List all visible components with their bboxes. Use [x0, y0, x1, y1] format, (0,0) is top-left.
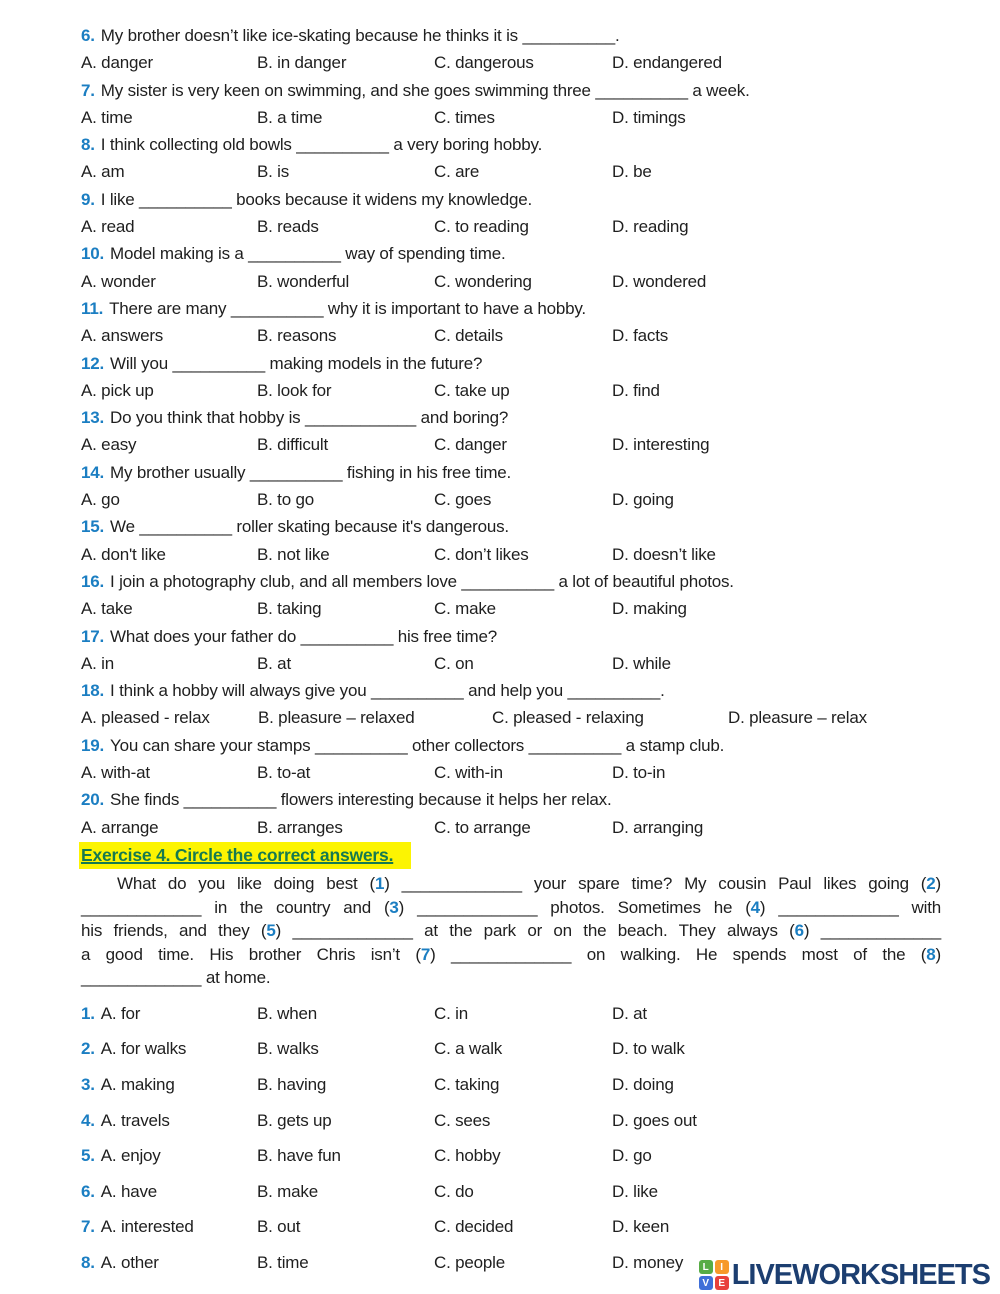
options-row [81, 486, 941, 513]
option-d[interactable]: D. endangered [612, 53, 722, 73]
option-c[interactable]: C. details [434, 326, 503, 346]
question-number: 16. [81, 571, 105, 591]
option-d[interactable]: D. while [612, 653, 671, 673]
options-row [81, 268, 941, 295]
question-text: I think a hobby will always give you __________ and help you __________. [110, 681, 665, 701]
option-d[interactable]: D. keen [612, 1217, 670, 1237]
option-d[interactable]: D. arranging [612, 817, 704, 837]
option-cell [81, 996, 257, 1032]
question-block [81, 623, 941, 678]
question-text-line [81, 404, 941, 431]
question-block [81, 404, 941, 459]
question-text: I like __________ books because it widens my knowledge. [100, 189, 533, 209]
item-number: 1. [81, 1003, 95, 1023]
option-c[interactable]: C. with-in [434, 763, 503, 783]
option-c[interactable]: C. decided [434, 1217, 514, 1237]
option-d[interactable]: D. doing [612, 1075, 674, 1095]
option-c[interactable]: C. goes [434, 490, 492, 510]
question-block [81, 732, 941, 787]
options-row [81, 322, 941, 349]
logo-tile-l: L [699, 1260, 713, 1274]
question-block [81, 786, 941, 841]
paragraph-line: _____________ in the country and (3) _____________ photos. Sometimes he (4) _____________ with [81, 897, 941, 917]
question-text: What does your father do __________ his free time? [110, 626, 497, 646]
option-c[interactable]: C. don’t likes [434, 544, 529, 564]
option-b[interactable]: B. to go [257, 490, 314, 510]
option-c[interactable]: C. do [434, 1181, 474, 1201]
option-c[interactable]: C. in [434, 1003, 468, 1023]
question-text: I join a photography club, and all members love __________ a lot of beautiful photos. [110, 571, 734, 591]
question-text-line [81, 131, 941, 158]
option-a[interactable]: A. don't like [81, 544, 166, 564]
option-d[interactable]: D. interesting [612, 435, 710, 455]
question-number: 8. [81, 135, 95, 155]
question-text-line [81, 22, 941, 49]
exercise-4-paragraph [81, 872, 941, 990]
option-cell [81, 1138, 257, 1174]
question-number: 18. [81, 681, 105, 701]
question-text-line [81, 513, 941, 540]
item-number: 8. [81, 1253, 95, 1273]
options-row [81, 650, 941, 677]
question-text: My brother usually __________ fishing in his free time. [110, 462, 512, 482]
option-a[interactable]: A. easy [81, 435, 137, 455]
question-block [81, 513, 941, 568]
ex4-item [81, 1103, 941, 1139]
question-number: 10. [81, 244, 105, 264]
option-d[interactable]: D. to-in [612, 763, 666, 783]
option-c[interactable]: C. taking [434, 1075, 500, 1095]
question-block [81, 240, 941, 295]
item-number: 5. [81, 1146, 95, 1166]
blank-number: 4 [750, 897, 760, 917]
blank-number: 5 [266, 921, 276, 941]
option-b[interactable]: B. out [257, 1217, 301, 1237]
question-text-line [81, 350, 941, 377]
question-text-line [81, 732, 941, 759]
option-c[interactable]: C. a walk [434, 1039, 503, 1059]
question-block [81, 295, 941, 350]
option-d[interactable]: D. timings [612, 107, 686, 127]
question-block [81, 350, 941, 405]
option-b[interactable]: B. in danger [257, 53, 347, 73]
option-a[interactable]: A. other [100, 1253, 159, 1273]
paragraph-line: _____________ at home. [81, 968, 271, 988]
question-block [81, 677, 941, 732]
question-text-line [81, 186, 941, 213]
option-a[interactable]: A. enjoy [100, 1146, 161, 1166]
option-c[interactable]: C. pleased - relaxing [492, 708, 644, 728]
option-b[interactable]: B. gets up [257, 1110, 332, 1130]
question-list [81, 22, 941, 841]
question-number: 6. [81, 26, 95, 45]
question-number: 20. [81, 790, 105, 810]
ex4-item [81, 1138, 941, 1174]
question-number: 7. [81, 80, 95, 100]
question-text: My brother doesn’t like ice-skating because he thinks it is __________. [100, 26, 620, 45]
item-number: 7. [81, 1217, 95, 1237]
option-a[interactable]: A. interested [100, 1217, 194, 1237]
question-text: There are many __________ why it is important to have a hobby. [109, 298, 586, 318]
blank-number: 1 [374, 873, 385, 893]
options-row [81, 377, 941, 404]
question-block [81, 568, 941, 623]
option-c[interactable]: C. hobby [434, 1146, 501, 1166]
item-number: 2. [81, 1039, 95, 1059]
option-b[interactable]: B. taking [257, 599, 322, 619]
logo-tile-v: V [699, 1276, 713, 1290]
option-a[interactable]: A. read [81, 217, 135, 237]
option-c[interactable]: C. danger [434, 435, 507, 455]
option-a[interactable]: A. take [81, 599, 133, 619]
option-b[interactable]: B. at [257, 653, 291, 673]
option-cell [81, 1067, 257, 1103]
question-text: We __________ roller skating because it's dangerous. [110, 517, 509, 537]
option-d[interactable]: D. pleasure – relax [728, 708, 867, 728]
question-text-line [81, 786, 941, 813]
option-b[interactable]: B. having [257, 1075, 327, 1095]
option-a[interactable]: A. with-at [81, 763, 150, 783]
option-c[interactable]: C. sees [434, 1110, 491, 1130]
options-row [81, 104, 941, 131]
options-row [81, 541, 941, 568]
options-row [81, 213, 941, 240]
question-text: She finds __________ flowers interesting because it helps her relax. [110, 790, 612, 810]
item-number: 4. [81, 1110, 95, 1130]
option-a[interactable]: A. go [81, 490, 120, 510]
question-text: My sister is very keen on swimming, and she goes swimming three __________ a week. [100, 80, 750, 100]
option-d[interactable]: D. making [612, 599, 687, 619]
liveworksheets-logo [699, 1259, 990, 1291]
option-a[interactable]: A. am [81, 162, 125, 182]
option-c[interactable]: C. are [434, 162, 480, 182]
option-c[interactable]: C. dangerous [434, 53, 534, 73]
option-c[interactable]: C. times [434, 107, 495, 127]
option-a[interactable]: A. wonder [81, 271, 156, 291]
option-d[interactable]: D. find [612, 380, 660, 400]
option-b[interactable]: B. difficult [257, 435, 328, 455]
option-d[interactable]: D. going [612, 490, 674, 510]
question-block [81, 131, 941, 186]
option-b[interactable]: B. not like [257, 544, 330, 564]
option-a[interactable]: A. making [100, 1075, 175, 1095]
question-text-line [81, 240, 941, 267]
question-text: I think collecting old bowls __________ a very boring hobby. [100, 135, 543, 155]
question-block [81, 459, 941, 514]
liveworksheets-logo-text: LIVEWORKSHEETS [731, 1259, 990, 1291]
paragraph-line: What do you like doing best (1) _____________ your spare time? My cousin Paul likes going (2) [117, 873, 942, 893]
exercise-4-items [81, 996, 941, 1281]
option-b[interactable]: B. to-at [257, 763, 311, 783]
liveworksheets-logo-icon [699, 1260, 729, 1290]
question-number: 17. [81, 626, 105, 646]
blank-number: 3 [389, 897, 399, 917]
option-b[interactable]: B. make [257, 1181, 318, 1201]
option-d[interactable]: D. be [612, 162, 652, 182]
option-a[interactable]: A. pick up [81, 380, 154, 400]
option-d[interactable]: D. to walk [612, 1039, 685, 1059]
question-number: 19. [81, 735, 105, 755]
option-c[interactable]: C. people [434, 1253, 505, 1273]
question-number: 12. [81, 353, 105, 373]
option-a[interactable]: A. danger [81, 53, 153, 73]
ex4-item [81, 1031, 941, 1067]
option-b[interactable]: B. time [257, 1253, 309, 1273]
option-d[interactable]: D. wondered [612, 271, 707, 291]
question-text-line [81, 77, 941, 104]
option-b[interactable]: B. a time [257, 107, 323, 127]
question-text-line [81, 459, 941, 486]
option-a[interactable]: A. have [100, 1181, 158, 1201]
ex4-item [81, 1174, 941, 1210]
options-row [81, 431, 941, 458]
question-number: 9. [81, 189, 95, 209]
option-b[interactable]: B. wonderful [257, 271, 350, 291]
option-b[interactable]: B. look for [257, 380, 332, 400]
option-d[interactable]: D. at [612, 1003, 647, 1023]
question-text-line [81, 568, 941, 595]
question-number: 15. [81, 517, 105, 537]
option-c[interactable]: C. take up [434, 380, 510, 400]
options-row [81, 814, 941, 841]
question-number: 11. [81, 298, 104, 318]
option-cell [81, 1174, 257, 1210]
option-b[interactable]: B. reads [257, 217, 319, 237]
option-c[interactable]: C. to arrange [434, 817, 531, 837]
option-cell [81, 1209, 257, 1245]
question-number: 13. [81, 408, 105, 428]
question-text-line [81, 295, 941, 322]
blank-number: 2 [926, 873, 936, 893]
question-text: Will you __________ making models in the future? [110, 353, 483, 373]
option-a[interactable]: A. for walks [100, 1039, 187, 1059]
option-c[interactable]: C. wondering [434, 271, 532, 291]
ex4-item [81, 996, 941, 1032]
option-a[interactable]: A. for [100, 1003, 141, 1023]
option-d[interactable]: D. doesn’t like [612, 544, 716, 564]
option-b[interactable]: B. pleasure – relaxed [258, 708, 415, 728]
options-row [81, 595, 941, 622]
question-text: Do you think that hobby is ____________ and boring? [110, 408, 509, 428]
option-d[interactable]: D. like [612, 1181, 658, 1201]
option-b[interactable]: B. is [257, 162, 290, 182]
option-a[interactable]: A. pleased - relax [81, 708, 210, 728]
option-b[interactable]: B. arranges [257, 817, 343, 837]
blank-number: 7 [420, 944, 431, 964]
question-text: You can share your stamps __________ other collectors __________ a stamp club. [110, 735, 725, 755]
option-cell [81, 1245, 257, 1281]
question-block [81, 186, 941, 241]
question-text-line [81, 677, 941, 704]
item-number: 3. [81, 1075, 95, 1095]
question-text: Model making is a __________ way of spending time. [110, 244, 506, 264]
ex4-item [81, 1209, 941, 1245]
option-c[interactable]: C. make [434, 599, 496, 619]
option-d[interactable]: D. money [612, 1253, 684, 1273]
option-a[interactable]: A. travels [100, 1110, 170, 1130]
option-b[interactable]: B. have fun [257, 1146, 341, 1166]
option-cell [81, 1103, 257, 1139]
option-a[interactable]: A. in [81, 653, 115, 673]
option-d[interactable]: D. go [612, 1146, 652, 1166]
option-c[interactable]: C. to reading [434, 217, 529, 237]
logo-tile-i: I [715, 1260, 729, 1274]
options-row [81, 49, 941, 76]
paragraph-line: a good time. His brother Chris isn’t (7) _____________ on walking. He spends most of the (8) [81, 944, 941, 964]
question-number: 14. [81, 462, 105, 482]
options-row [81, 158, 941, 185]
logo-tile-e: E [715, 1276, 729, 1290]
option-c[interactable]: C. on [434, 653, 474, 673]
exercise-4-heading: Exercise 4. Circle the correct answers. [79, 842, 411, 869]
option-b[interactable]: B. reasons [257, 326, 337, 346]
option-a[interactable]: A. time [81, 107, 133, 127]
options-row [81, 759, 941, 786]
blank-number: 8 [926, 944, 936, 964]
question-block [81, 22, 941, 77]
option-b[interactable]: B. when [257, 1003, 318, 1023]
options-row [81, 704, 941, 731]
option-d[interactable]: D. facts [612, 326, 669, 346]
option-a[interactable]: A. answers [81, 326, 164, 346]
option-a[interactable]: A. arrange [81, 817, 159, 837]
option-d[interactable]: D. goes out [612, 1110, 697, 1130]
option-d[interactable]: D. reading [612, 217, 689, 237]
option-cell [81, 1031, 257, 1067]
item-number: 6. [81, 1181, 95, 1201]
question-text-line [81, 623, 941, 650]
option-b[interactable]: B. walks [257, 1039, 319, 1059]
paragraph-line: his friends, and they (5) _____________ at the park or on the beach. They always (6) _____________ [81, 921, 942, 941]
question-block [81, 77, 941, 132]
ex4-item [81, 1067, 941, 1103]
blank-number: 6 [794, 921, 804, 941]
